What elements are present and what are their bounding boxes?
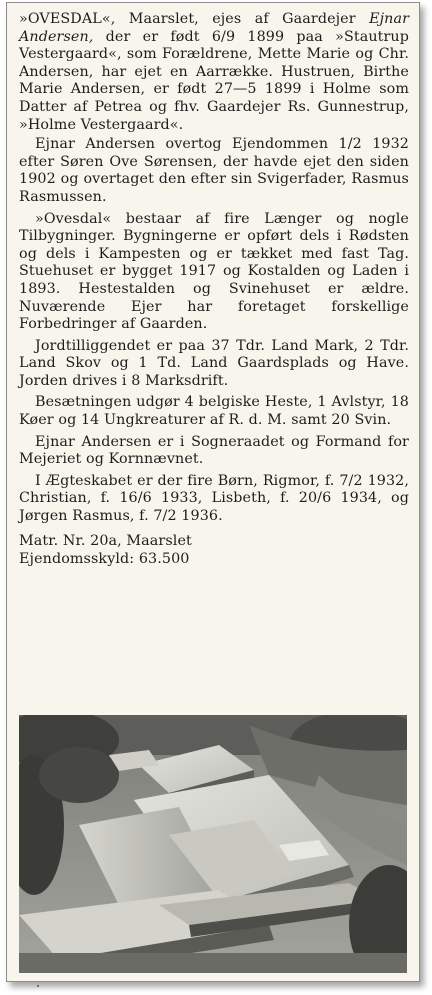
intro-text-b: der er født 6/9 1899 paa »Stautrup Vestergaard«, som Forældrene, Mette Marie og Chr. Andersen, har ejet en Aarrække. Hustruen, Birthe Marie Andersen, er født 27—5 1899 i Holme som Datter af Petrea og fhv. Gaardejer Rs. Gunnestrup, »Holme Vestergaard«. xyxy=(19,28,409,133)
stray-mark xyxy=(37,985,39,987)
paragraph-livestock: Besætningen udgør 4 belgiske Heste, 1 Avlstyr, 18 Køer og 14 Ungkreaturer af R. d. M. samt 20 Svin. xyxy=(19,394,409,429)
property-valuation: Ejendomsskyld: 63.500 xyxy=(19,550,190,567)
farm-name: »OVESDAL« xyxy=(19,11,111,27)
paragraph-land: Jordtilliggendet er paa 37 Tdr. Land Mark, 2 Tdr. Land Skov og 1 Td. Land Gaardsplads og Have. Jorden drives i 8 Marksdrift. xyxy=(19,337,409,389)
article-page xyxy=(6,2,420,982)
property-info xyxy=(19,532,409,568)
paragraph-takeover: Ejnar Andersen overtog Ejendommen 1/2 1932 efter Søren Ove Sørensen, der havde ejet den siden 1902 og overtaget den efter sin Svigerfader, Rasmus Rasmussen. xyxy=(19,136,409,205)
intro-text-a: , Maarslet, ejes af Gaardejer xyxy=(110,11,370,27)
paragraph-intro xyxy=(19,11,409,134)
cadastral-number: Matr. Nr. 20a, Maarslet xyxy=(19,532,192,549)
aerial-farm-photo xyxy=(19,715,407,973)
photo-illustration xyxy=(19,715,407,973)
paragraph-buildings: »Ovesdal« bestaar af fire Længer og nogle Tilbygninger. Bygningerne er opført dels i Rødsten og dels i Kampesten og er tækket med fast Tag. Stuehuset er bygget 1917 og Kostalden og Laden i 1893. Hestestalden og Svinehuset er ældre. Nuværende Ejer har foretaget forskellige Forbedringer af Gaarden. xyxy=(19,210,409,333)
owner-name: Ejnar Andersen, xyxy=(19,11,409,45)
paragraph-council: Ejnar Andersen er i Sogneraadet og Formand for Mejeriet og Kornnævnet. xyxy=(19,433,409,468)
article-text xyxy=(19,11,409,568)
paragraph-children: I Ægteskabet er der fire Børn, Rigmor, f. 7/2 1932, Christian, f. 16/6 1933, Lisbeth, f. 20/6 1934, og Jørgen Rasmus, f. 7/2 1936. xyxy=(19,472,409,525)
